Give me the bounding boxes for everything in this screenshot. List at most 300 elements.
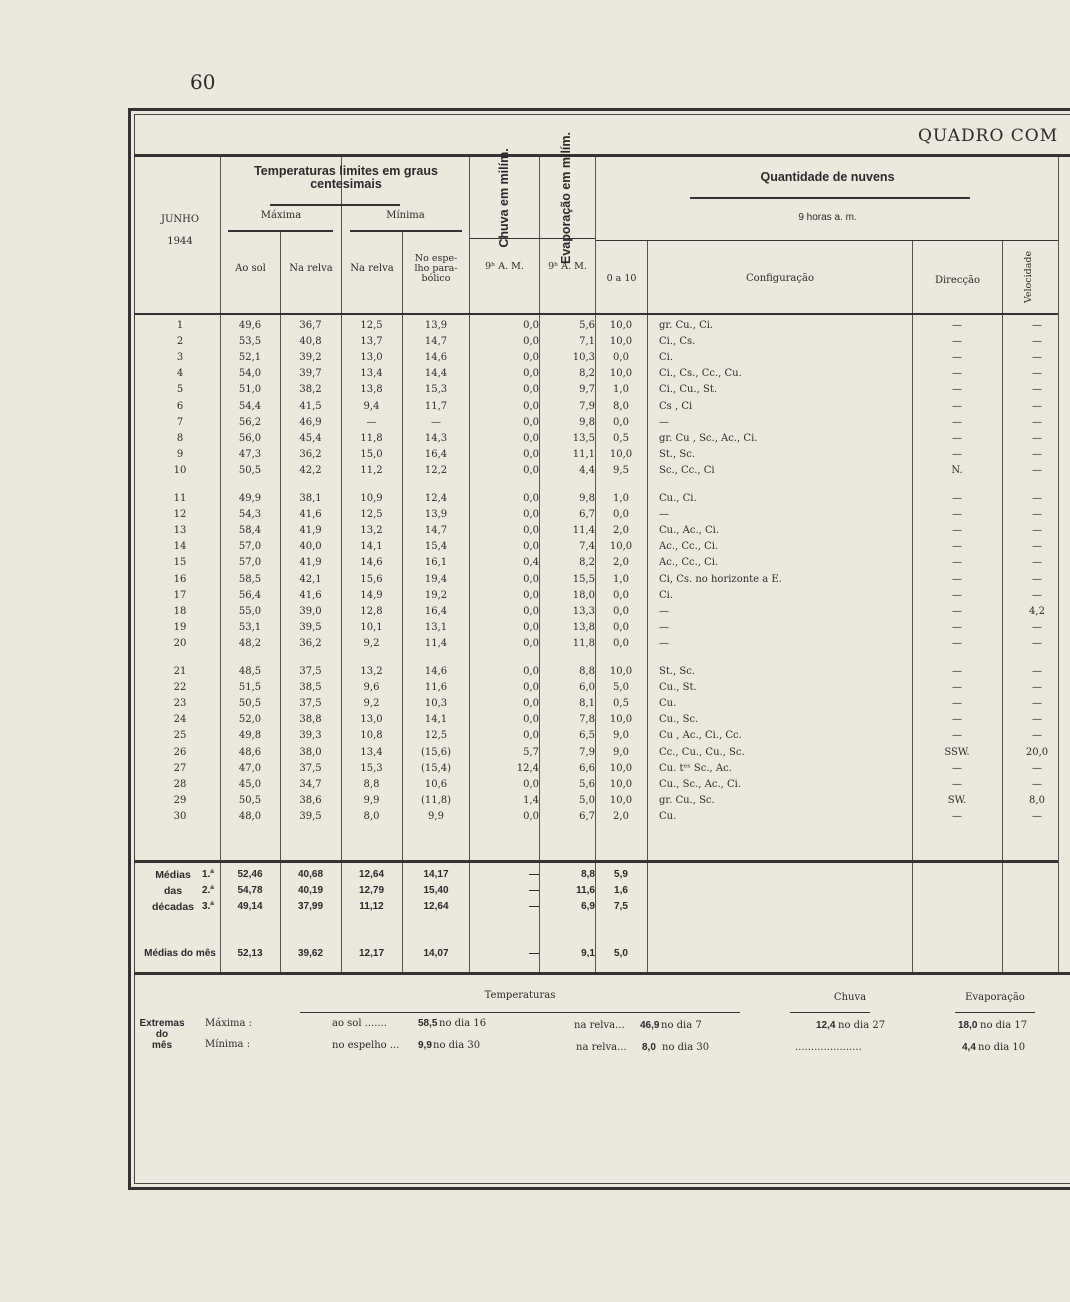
cell-max-ao-sol: 45,0	[238, 778, 262, 790]
cell-day: 28	[173, 778, 187, 790]
cell-nuvens: 10,0	[609, 762, 633, 774]
cell-evaporacao: 8,8	[579, 666, 595, 677]
table-row	[140, 574, 1070, 590]
cell-evaporacao: 6,7	[579, 509, 595, 521]
ext-min-relva-label: na relva...	[576, 1042, 627, 1053]
cell-chuva: 0,0	[523, 573, 539, 585]
cell-day: 18	[173, 605, 187, 617]
cell-day: 5	[176, 384, 184, 396]
cell-max-ao-sol: 50,5	[238, 464, 262, 476]
cell-max-na-relva: 46,9	[299, 416, 322, 428]
cell-configuracao: Ci, Cs. no horizonte a E.	[659, 573, 782, 585]
cell-nuvens: 0,0	[613, 509, 629, 521]
cell-chuva: 0,0	[523, 400, 539, 412]
cell-nuvens: 10,0	[609, 320, 633, 331]
cell-min-espelho: 15,3	[424, 384, 448, 396]
cell-direccao: N.	[951, 464, 963, 476]
cell-min-na-relva: 11,8	[360, 432, 383, 444]
cell-max-ao-sol: 49,9	[238, 493, 262, 504]
cell-chuva: 1,4	[523, 794, 539, 806]
cell-max-ao-sol: 48,5	[238, 666, 262, 677]
cell-evaporacao: 9,8	[579, 493, 595, 504]
cell-max-ao-sol: 48,0	[238, 810, 262, 822]
cell-chuva: 0,0	[523, 384, 539, 396]
ext-temperaturas-header: Temperaturas	[484, 990, 556, 1001]
mes-cell: 52,13	[237, 948, 263, 959]
cell-min-espelho: 12,4	[424, 493, 448, 504]
cell-max-na-relva: 37,5	[299, 666, 322, 677]
cell-day: 24	[173, 714, 187, 726]
mes-cell: 5,0	[614, 948, 628, 959]
table-row	[140, 417, 1070, 433]
cell-day: 15	[173, 557, 187, 569]
cell-evaporacao: 7,4	[579, 541, 595, 553]
medias-cell: 5,9	[614, 869, 628, 880]
extremas-label-3: mês	[151, 1040, 172, 1051]
cell-min-espelho: 14,4	[424, 368, 448, 380]
cell-max-ao-sol: 56,2	[238, 416, 262, 428]
cell-direccao: —	[952, 666, 962, 677]
velocidade-header: Velocidade	[1023, 250, 1034, 304]
cell-direccao: —	[952, 493, 962, 504]
cell-direccao: —	[952, 698, 962, 710]
maxima-header: Máxima	[260, 210, 302, 221]
cell-direccao: SSW.	[944, 746, 970, 758]
cell-day: 30	[173, 810, 187, 822]
cell-day: 6	[176, 400, 184, 412]
cell-min-espelho: 19,4	[424, 573, 448, 585]
cell-direccao: —	[952, 384, 962, 396]
cell-max-na-relva: 39,5	[299, 621, 322, 633]
cell-velocidade: —	[1032, 320, 1042, 331]
cell-evaporacao: 11,8	[572, 637, 595, 649]
cell-min-na-relva: 15,0	[360, 448, 383, 460]
cell-chuva: 0,0	[523, 730, 539, 742]
medias-row	[140, 901, 1070, 917]
cell-max-na-relva: 40,8	[299, 336, 322, 348]
cell-nuvens: 9,0	[613, 730, 629, 742]
mes-cell: 39,62	[297, 948, 324, 959]
cell-min-espelho: 10,6	[424, 778, 448, 790]
cell-configuracao: Ci.	[659, 352, 674, 364]
cell-velocidade: —	[1032, 637, 1042, 649]
cell-min-na-relva: —	[366, 416, 377, 428]
cell-velocidade: —	[1032, 432, 1042, 444]
table-row	[140, 384, 1070, 400]
cell-max-ao-sol: 58,4	[238, 525, 262, 537]
cell-max-ao-sol: 52,1	[238, 352, 262, 364]
cell-velocidade: —	[1032, 541, 1042, 553]
cell-chuva: 0,0	[523, 621, 539, 633]
cell-day: 9	[176, 448, 184, 460]
cell-evaporacao: 8,1	[579, 698, 595, 710]
cell-day: 27	[173, 762, 187, 774]
cell-chuva: 0,0	[523, 682, 539, 694]
cell-evaporacao: 6,0	[579, 682, 595, 694]
cell-evaporacao: 9,8	[579, 416, 595, 428]
cell-evaporacao: 6,7	[579, 810, 595, 822]
cell-velocidade: —	[1032, 464, 1042, 476]
table-row	[140, 320, 1070, 336]
ao-sol-header: Ao sol	[235, 263, 266, 274]
cell-day: 20	[173, 637, 187, 649]
table-row	[140, 590, 1070, 606]
evaporacao-header: Evaporação em milím.	[559, 132, 573, 265]
decada-label: 3.ª	[201, 901, 215, 912]
cell-chuva: 5,7	[523, 746, 539, 758]
cell-min-espelho: (15,6)	[420, 746, 452, 758]
cell-configuracao: —	[659, 637, 669, 649]
cell-day: 12	[173, 509, 187, 521]
cell-evaporacao: 7,9	[579, 400, 595, 412]
cell-max-na-relva: 39,7	[299, 368, 322, 380]
cell-evaporacao: 4,4	[579, 464, 595, 476]
cell-evaporacao: 11,4	[572, 525, 595, 537]
cell-evaporacao: 6,5	[579, 730, 595, 742]
cell-min-na-relva: 13,0	[360, 352, 383, 364]
cell-configuracao: Ci., Cu., St.	[659, 384, 718, 396]
cell-velocidade: —	[1032, 778, 1042, 790]
cell-velocidade: —	[1032, 493, 1042, 504]
cell-day: 22	[173, 682, 187, 694]
cell-day: 21	[173, 666, 187, 677]
cell-configuracao: Cu., St.	[659, 682, 697, 694]
cell-max-ao-sol: 57,0	[238, 541, 262, 553]
cell-day: 13	[173, 525, 187, 537]
cell-chuva: 0,0	[523, 432, 539, 444]
ext-min-relva-value: 8,0	[642, 1042, 656, 1053]
table-row	[140, 747, 1070, 763]
cell-direccao: —	[952, 432, 962, 444]
cell-nuvens: 9,0	[613, 746, 629, 758]
cell-evaporacao: 5,6	[579, 778, 595, 790]
cell-configuracao: Cu., Sc., Ac., Ci.	[659, 778, 742, 790]
cell-chuva: 0,0	[523, 352, 539, 364]
cell-evaporacao: 10,3	[572, 352, 595, 364]
cell-max-na-relva: 37,5	[299, 698, 322, 710]
cell-chuva: 0,0	[523, 778, 539, 790]
cell-max-ao-sol: 55,0	[238, 605, 262, 617]
cell-max-ao-sol: 51,0	[238, 384, 262, 396]
cell-min-na-relva: 14,6	[360, 557, 383, 569]
cell-max-ao-sol: 56,4	[238, 589, 262, 601]
cell-max-na-relva: 38,2	[299, 384, 322, 396]
cell-min-na-relva: 10,8	[360, 730, 383, 742]
cell-nuvens: 0,0	[613, 352, 629, 364]
cell-nuvens: 1,0	[613, 573, 629, 585]
table-row	[140, 541, 1070, 557]
medias-cell: 12,64	[423, 901, 449, 912]
cell-day: 10	[173, 464, 187, 476]
cell-max-ao-sol: 51,5	[238, 682, 262, 694]
table-row	[140, 449, 1070, 465]
medias-cell: 15,40	[423, 885, 449, 896]
table-row	[140, 465, 1070, 481]
cell-velocidade: —	[1032, 621, 1042, 633]
time-9h-evap: 9ʰ A. M.	[548, 261, 587, 272]
cell-configuracao: Cu., Sc.	[659, 714, 699, 726]
table-row	[140, 606, 1070, 622]
cell-direccao: —	[952, 541, 962, 553]
cell-min-espelho: 13,9	[424, 320, 448, 331]
ext-chuva-value: 12,4	[816, 1020, 836, 1031]
cell-min-na-relva: 9,2	[363, 698, 380, 710]
cell-direccao: —	[952, 557, 962, 569]
medias-cell: 54,78	[237, 885, 263, 896]
cell-direccao: —	[952, 416, 962, 428]
cell-evaporacao: 15,5	[572, 573, 595, 585]
cell-configuracao: gr. Cu , Sc., Ac., Ci.	[659, 432, 758, 444]
ext-min-esp-day: no dia 30	[433, 1040, 481, 1051]
cell-nuvens: 10,0	[609, 368, 633, 380]
cell-velocidade: —	[1032, 416, 1042, 428]
nuvens-time-header: 9 horas a. m.	[798, 212, 857, 223]
cell-configuracao: Ci., Cs.	[659, 336, 696, 348]
medias-label-2: das	[163, 885, 183, 897]
cell-day: 3	[176, 352, 184, 364]
medias-mes-label: Médias do mês	[144, 948, 216, 959]
cell-velocidade: 4,2	[1029, 605, 1045, 617]
cell-chuva: 0,0	[523, 464, 539, 476]
cell-nuvens: 8,0	[613, 400, 629, 412]
ext-max-relva-value: 46,9	[640, 1020, 660, 1031]
ext-min-esp-label: no espelho ...	[332, 1040, 400, 1051]
cell-configuracao: Ci.	[659, 589, 674, 601]
cell-direccao: —	[952, 730, 962, 742]
cell-chuva: 0,0	[523, 493, 539, 504]
cell-max-ao-sol: 50,5	[238, 794, 262, 806]
cell-chuva: 0,4	[523, 557, 539, 569]
cell-min-na-relva: 10,9	[360, 493, 383, 504]
cell-configuracao: Ci., Cs., Cc., Cu.	[659, 368, 742, 380]
cell-velocidade: —	[1032, 448, 1042, 460]
cell-configuracao: Cc., Cu., Cu., Sc.	[659, 746, 745, 758]
cell-nuvens: 0,0	[613, 637, 629, 649]
cell-configuracao: Cu., Ci.	[659, 493, 697, 504]
ext-max-sol-value: 58,5	[418, 1018, 438, 1029]
cell-chuva: 0,0	[523, 320, 539, 331]
table-row	[140, 401, 1070, 417]
cell-evaporacao: 5,0	[579, 794, 595, 806]
cell-evaporacao: 8,2	[579, 557, 595, 569]
cell-min-na-relva: 9,6	[363, 682, 380, 694]
cell-direccao: —	[952, 589, 962, 601]
cell-day: 7	[176, 416, 184, 428]
cell-max-na-relva: 36,7	[299, 320, 322, 331]
cell-max-ao-sol: 54,0	[238, 368, 262, 380]
cell-min-na-relva: 12,5	[360, 509, 383, 521]
medias-cell: 8,8	[581, 869, 595, 880]
time-9h-chuva: 9ʰ A. M.	[485, 261, 524, 272]
page-number: 60	[190, 70, 216, 94]
cell-max-ao-sol: 54,4	[238, 400, 262, 412]
cell-max-na-relva: 42,1	[299, 573, 322, 585]
cell-direccao: —	[952, 320, 962, 331]
cell-direccao: —	[952, 605, 962, 617]
medias-cell: 11,12	[359, 901, 384, 912]
medias-cell: 12,79	[358, 885, 385, 896]
cell-day: 11	[173, 493, 187, 504]
cell-configuracao: Ac., Cc., Ci.	[659, 557, 719, 569]
table-row	[140, 763, 1070, 779]
cell-min-na-relva: 8,0	[363, 810, 380, 822]
cell-nuvens: 10,0	[609, 794, 633, 806]
mes-cell: 14,07	[423, 948, 449, 959]
cell-nuvens: 0,5	[613, 698, 629, 710]
cell-velocidade: 8,0	[1029, 794, 1045, 806]
ext-chuva-day: no dia 27	[838, 1020, 886, 1031]
cell-evaporacao: 6,6	[579, 762, 595, 774]
cell-max-ao-sol: 47,0	[238, 762, 262, 774]
cell-max-na-relva: 38,5	[299, 682, 322, 694]
medias-cell: 49,14	[237, 901, 263, 912]
cell-max-ao-sol: 48,2	[238, 637, 262, 649]
cell-min-na-relva: 13,8	[360, 384, 383, 396]
cell-max-na-relva: 38,8	[299, 714, 322, 726]
cell-chuva: 0,0	[523, 810, 539, 822]
medias-cell: —	[529, 901, 539, 912]
cell-nuvens: 10,0	[609, 714, 633, 726]
cell-max-ao-sol: 49,8	[238, 730, 262, 742]
cell-min-na-relva: 10,1	[360, 621, 383, 633]
cell-velocidade: —	[1032, 352, 1042, 364]
medias-row	[140, 885, 1070, 901]
medias-cell: —	[529, 869, 539, 880]
cell-nuvens: 2,0	[613, 810, 629, 822]
cell-day: 17	[173, 589, 187, 601]
cell-velocidade: —	[1032, 368, 1042, 380]
cell-evaporacao: 13,3	[572, 605, 595, 617]
cell-configuracao: Sc., Cc., Ci	[659, 464, 715, 476]
cell-min-espelho: —	[431, 416, 441, 428]
cell-velocidade: —	[1032, 698, 1042, 710]
table-row	[140, 352, 1070, 368]
temp-group-header: Temperaturas limites em graus centesimais	[254, 164, 438, 191]
cell-day: 8	[176, 432, 184, 444]
scale-header: 0 a 10	[606, 273, 637, 284]
cell-nuvens: 1,0	[613, 493, 629, 504]
cell-min-na-relva: 13,7	[360, 336, 383, 348]
mes-cell: 12,17	[358, 948, 385, 959]
cell-direccao: —	[952, 682, 962, 694]
cell-direccao: —	[952, 352, 962, 364]
cell-velocidade: —	[1032, 730, 1042, 742]
cell-configuracao: Cu.	[659, 698, 677, 710]
cell-configuracao: —	[659, 416, 669, 428]
cell-min-na-relva: 13,4	[360, 746, 383, 758]
table-row	[140, 795, 1070, 811]
cell-nuvens: 0,0	[613, 605, 629, 617]
medias-cell: 52,46	[237, 869, 263, 880]
mes-row	[140, 948, 1070, 964]
ext-chuva-header: Chuva	[833, 992, 867, 1003]
cell-min-espelho: 13,9	[424, 509, 448, 521]
cell-nuvens: 0,5	[613, 432, 629, 444]
cell-evaporacao: 13,5	[572, 432, 595, 444]
cell-evaporacao: 13,8	[572, 621, 595, 633]
cell-configuracao: —	[659, 621, 669, 633]
cell-direccao: —	[952, 525, 962, 537]
cell-configuracao: Cu , Ac., Ci., Cc.	[659, 730, 742, 742]
cell-min-na-relva: 12,8	[360, 605, 383, 617]
cell-evaporacao: 11,1	[572, 448, 595, 460]
cell-max-na-relva: 41,6	[299, 589, 322, 601]
cell-max-na-relva: 37,5	[299, 762, 322, 774]
cell-min-espelho: 16,1	[424, 557, 448, 569]
cell-max-na-relva: 39,2	[299, 352, 322, 364]
espelho-header: No espe- lho para- bólico	[414, 253, 458, 284]
cell-direccao: —	[952, 509, 962, 521]
cell-chuva: 0,0	[523, 714, 539, 726]
ext-min-esp-value: 9,9	[418, 1040, 432, 1051]
cell-velocidade: —	[1032, 573, 1042, 585]
cell-chuva: 0,0	[523, 416, 539, 428]
cell-max-na-relva: 39,3	[299, 730, 322, 742]
cell-direccao: —	[952, 778, 962, 790]
cell-max-na-relva: 45,4	[299, 432, 322, 444]
cell-nuvens: 1,0	[613, 384, 629, 396]
cell-velocidade: —	[1032, 682, 1042, 694]
ext-evap-min-value: 4,4	[962, 1042, 976, 1053]
cell-min-espelho: 14,7	[424, 336, 448, 348]
table-row	[140, 714, 1070, 730]
ext-evap-max-day: no dia 17	[980, 1020, 1028, 1031]
medias-cell: 37,99	[297, 901, 324, 912]
cell-min-espelho: 14,3	[424, 432, 448, 444]
table-row	[140, 811, 1070, 827]
cell-chuva: 0,0	[523, 525, 539, 537]
cell-direccao: SW.	[947, 794, 967, 806]
cell-max-ao-sol: 58,5	[238, 573, 262, 585]
cell-nuvens: 10,0	[609, 541, 633, 553]
cell-min-espelho: (15,4)	[420, 762, 452, 774]
ext-max-sol-day: no dia 16	[439, 1018, 487, 1029]
medias-cell: 14,17	[423, 869, 449, 880]
cell-velocidade: —	[1032, 384, 1042, 396]
min-na-relva-header: Na relva	[350, 263, 394, 274]
cell-min-na-relva: 13,2	[360, 525, 383, 537]
table-row	[140, 433, 1070, 449]
cell-evaporacao: 7,1	[579, 336, 595, 348]
cell-max-na-relva: 38,6	[299, 794, 322, 806]
cell-chuva: 0,0	[523, 605, 539, 617]
cell-configuracao: Cu. tᵉˢ Sc., Ac.	[659, 762, 732, 774]
cell-chuva: 0,0	[523, 368, 539, 380]
medias-label-3: décadas	[151, 901, 195, 913]
medias-cell: 7,5	[614, 901, 628, 912]
cell-velocidade: —	[1032, 666, 1042, 677]
cell-nuvens: 0,0	[613, 416, 629, 428]
table-row	[140, 557, 1070, 573]
cell-min-espelho: 11,7	[424, 400, 448, 412]
medias-cell: 12,64	[358, 869, 385, 880]
cell-chuva: 0,0	[523, 336, 539, 348]
table-row	[140, 493, 1070, 509]
cell-configuracao: St., Sc.	[659, 666, 696, 677]
ext-min-relva-day: no dia 30	[662, 1042, 710, 1053]
cell-min-espelho: 19,2	[424, 589, 448, 601]
cell-velocidade: —	[1032, 762, 1042, 774]
cell-max-na-relva: 38,1	[299, 493, 322, 504]
cell-day: 29	[173, 794, 187, 806]
table-row	[140, 730, 1070, 746]
medias-label-1: Médias	[155, 869, 191, 881]
cell-velocidade: 20,0	[1025, 746, 1049, 758]
ext-max-relva-day: no dia 7	[661, 1020, 702, 1031]
cell-day: 1	[176, 320, 184, 331]
cell-nuvens: 10,0	[609, 448, 633, 460]
table-row	[140, 779, 1070, 795]
